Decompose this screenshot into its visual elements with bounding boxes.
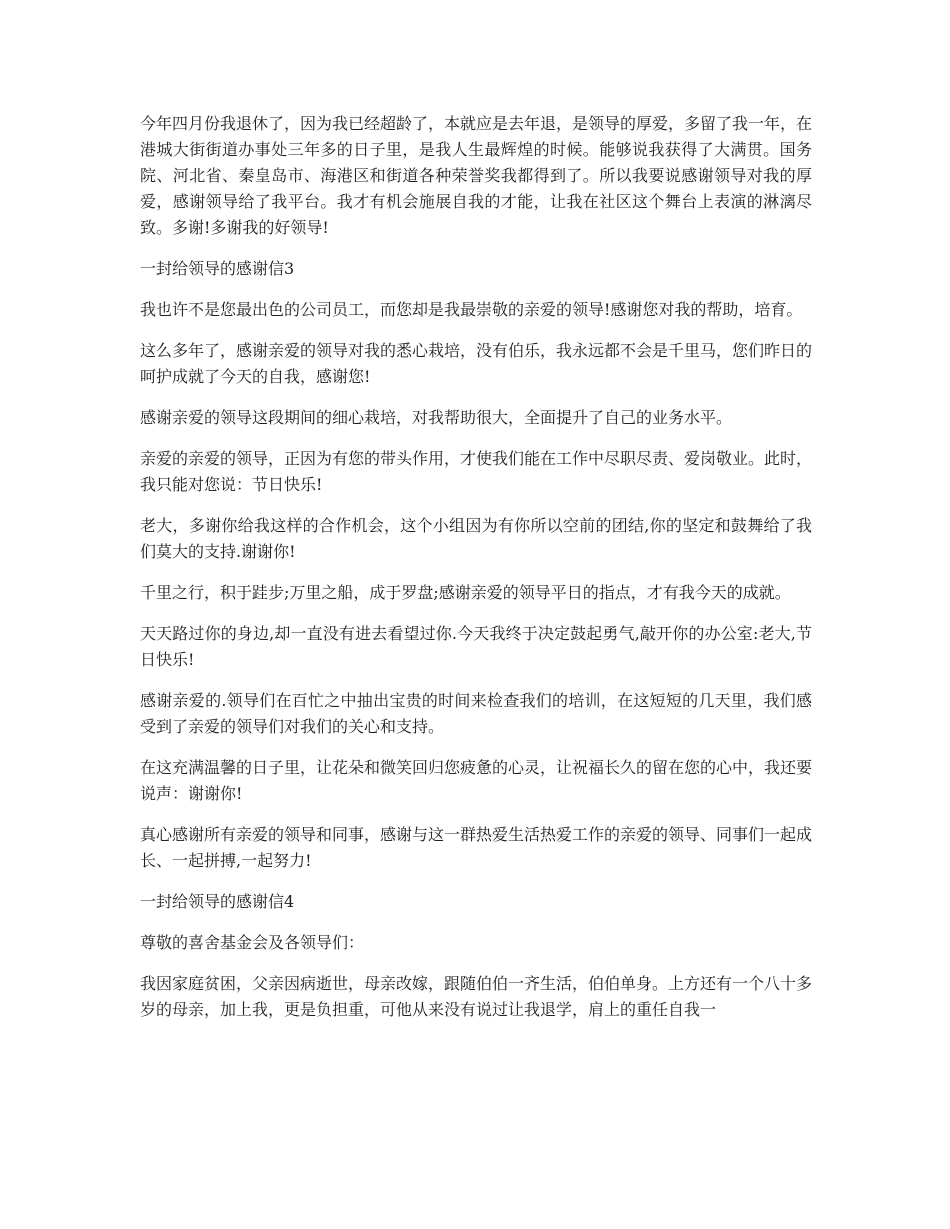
paragraph: 我因家庭贫困，父亲因病逝世，母亲改嫁，跟随伯伯一齐生活，伯伯单身。上方还有一个八十多岁的母亲，加上我，更是负担重，可他从来没有说过让我退学，肩上的重任自我一 <box>140 974 813 1019</box>
document-page <box>140 111 812 1038</box>
paragraph: 感谢亲爱的.领导们在百忙之中抽出宝贵的时间来检查我们的培训，在这短短的几天里，我们感受到了亲爱的领导们对我们的关心和支持。 <box>140 691 812 736</box>
paragraph: 老大，多谢你给我这样的合作机会，这个小组因为有你所以空前的团结,你的坚定和鼓舞给了我们莫大的支持.谢谢你! <box>140 516 812 561</box>
paragraph: 感谢亲爱的领导这段期间的细心栽培，对我帮助很大，全面提升了自己的业务水平。 <box>140 408 733 427</box>
section-heading: 一封给领导的感谢信3 <box>140 259 295 278</box>
paragraph: 这么多年了，感谢亲爱的领导对我的悉心栽培，没有伯乐，我永远都不会是千里马，您们昨日的呵护成就了今天的自我，感谢您! <box>140 341 813 386</box>
paragraph: 天天路过你的身边,却一直没有进去看望过你.今天我终于决定鼓起勇气,敲开你的办公室:老大,节日快乐! <box>140 624 812 669</box>
paragraph: 今年四月份我退休了，因为我已经超龄了，本就应是去年退，是领导的厚爱，多留了我一年，在港城大街街道办事处三年多的日子里，是我人生最辉煌的时候。能够说我获得了大满贯。国务院、河北省、秦皇岛市、海港区和街道各种荣誉奖我都得到了。所以我要说感谢领导对我的厚爱，感谢领导给了我平台。我才有机会施展自我的才能，让我在社区这个舞台上表演的淋漓尽致。多谢!多谢我的好领导! <box>140 114 813 237</box>
paragraph: 在这充满温馨的日子里，让花朵和微笑回归您疲惫的心灵，让祝福长久的留在您的心中，我还要说声：谢谢你! <box>140 758 813 803</box>
section-heading: 一封给领导的感谢信4 <box>140 892 295 911</box>
paragraph: 真心感谢所有亲爱的领导和同事，感谢与这一群热爱生活热爱工作的亲爱的领导、同事们一起成长、一起拼搏,一起努力! <box>140 825 813 870</box>
salutation: 尊敬的喜舍基金会及各领导们： <box>140 933 365 952</box>
paragraph: 我也许不是您最出色的公司员工，而您却是我最崇敬的亲爱的领导!感谢您对我的帮助，培育。 <box>140 300 803 319</box>
paragraph: 千里之行，积于跬步;万里之船，成于罗盘;感谢亲爱的领导平日的指点，才有我今天的成就。 <box>140 583 791 602</box>
paragraph: 亲爱的亲爱的领导，正因为有您的带头作用，才使我们能在工作中尽职尽责、爱岗敬业。此时，我只能对您说：节日快乐! <box>140 449 813 494</box>
